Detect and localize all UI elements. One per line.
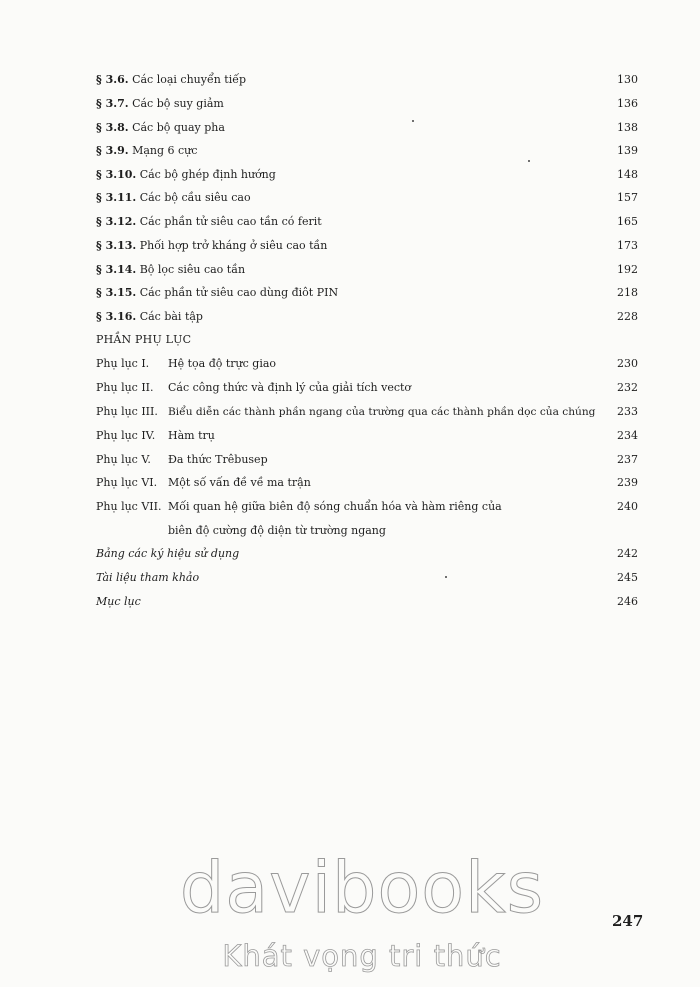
end-matter-row [96, 568, 638, 588]
end-matter-title: Bảng các ký hiệu sử dụng [96, 547, 240, 560]
scan-speck [528, 160, 530, 162]
toc-row [96, 165, 638, 185]
appendix-title: Mối quan hệ giữa biên độ sóng chuẩn hóa và hàm riêng của [168, 500, 502, 513]
toc-row [96, 141, 638, 161]
toc-title: Các bộ suy giảm [132, 97, 224, 110]
toc-number: § 3.10. [96, 168, 137, 181]
appendix-row [96, 450, 638, 470]
toc-row [96, 236, 638, 256]
watermark-brand: davibooks [179, 847, 545, 929]
page-number: 247 [612, 912, 644, 930]
toc-number: § 3.15. [96, 286, 137, 299]
end-matter-page: 246 [617, 595, 638, 608]
toc-title: Các bài tập [139, 310, 203, 323]
end-matter-title: Tài liệu tham khảo [96, 571, 200, 584]
appendix-title: Biểu diễn các thành phần ngang của trường qua các thành phần dọc của chúng [168, 406, 596, 418]
toc-row [96, 283, 638, 303]
toc-title: Các bộ quay pha [132, 121, 225, 134]
toc-number: § 3.9. [96, 144, 129, 157]
appendix-label: Phụ lục II. [96, 381, 154, 394]
appendix-row [96, 378, 638, 398]
toc-row [96, 118, 638, 138]
appendix-label: Phụ lục V. [96, 453, 151, 466]
end-matter-title: Mục lục [96, 595, 141, 608]
toc-number: § 3.13. [96, 239, 137, 252]
toc-number: § 3.7. [96, 97, 129, 110]
appendix-title: Các công thức và định lý của giải tích vectơ [168, 381, 412, 394]
appendix-label: Phụ lục IV. [96, 429, 156, 442]
watermark-tagline: Khát vọng tri thức [222, 939, 502, 973]
appendix-title: Một số vấn đề về ma trận [168, 476, 311, 489]
toc-title: Mạng 6 cực [132, 144, 198, 157]
toc-page: 148 [617, 168, 638, 181]
appendix-label: Phụ lục I. [96, 357, 150, 370]
toc-page: 157 [617, 191, 638, 204]
toc-title: Bộ lọc siêu cao tần [139, 263, 246, 276]
appendix-page: 240 [617, 500, 638, 513]
toc-page: 138 [617, 121, 638, 134]
toc-number: § 3.14. [96, 263, 137, 276]
appendix-label: Phụ lục VII. [96, 500, 162, 513]
toc-title: Phối hợp trở kháng ở siêu cao tần [139, 239, 328, 252]
appendix-label: Phụ lục III. [96, 405, 158, 418]
appendix-title-continuation: biên độ cường độ diện từ trường ngang [168, 524, 386, 537]
toc-page: 218 [617, 286, 638, 299]
appendix-title: Hàm trụ [168, 429, 215, 442]
toc-row [96, 260, 638, 280]
appendix-row [96, 402, 638, 422]
appendix-title: Hệ tọa độ trực giao [168, 357, 277, 370]
appendix-row [96, 354, 638, 374]
appendix-row [96, 426, 638, 446]
toc-number: § 3.11. [96, 191, 137, 204]
toc-number: § 3.6. [96, 73, 129, 86]
end-matter-row [96, 544, 638, 564]
appendix-page: 233 [617, 405, 638, 418]
toc-page: 130 [617, 73, 638, 86]
toc-row [96, 307, 638, 327]
toc-page: 228 [617, 310, 638, 323]
scan-speck [412, 120, 414, 122]
toc-title: Các bộ ghép định hướng [139, 168, 276, 181]
appendix-page: 230 [617, 357, 638, 370]
toc-title: Các bộ cầu siêu cao [139, 191, 251, 204]
end-matter-row [96, 592, 638, 612]
toc-row [96, 70, 638, 90]
appendix-page: 234 [617, 429, 638, 442]
toc-number: § 3.8. [96, 121, 129, 134]
appendix-row [96, 473, 638, 493]
toc-page: 139 [617, 144, 638, 157]
appendix-title: Đa thức Trêbusep [168, 453, 268, 466]
toc-number: § 3.16. [96, 310, 137, 323]
toc-title: Các phần tử siêu cao tần có ferit [139, 215, 322, 228]
end-matter-page: 242 [617, 547, 638, 560]
toc-page: 173 [617, 239, 638, 252]
toc-number: § 3.12. [96, 215, 137, 228]
toc-row [96, 188, 638, 208]
toc-title: Các phần tử siêu cao dùng điôt PIN [139, 286, 339, 299]
appendix-page: 239 [617, 476, 638, 489]
appendix-page: 232 [617, 381, 638, 394]
appendix-heading: PHẦN PHỤ LỤC [96, 333, 192, 346]
scan-speck [445, 576, 447, 578]
toc-page: 136 [617, 97, 638, 110]
toc-page: 165 [617, 215, 638, 228]
appendix-page: 237 [617, 453, 638, 466]
toc-row [96, 94, 638, 114]
appendix-row [96, 497, 638, 517]
appendix-label: Phụ lục VI. [96, 476, 158, 489]
end-matter-page: 245 [617, 571, 638, 584]
appendix-row-continuation [96, 521, 638, 541]
toc-row [96, 212, 638, 232]
toc-page: 192 [617, 263, 638, 276]
toc-title: Các loại chuyển tiếp [132, 73, 247, 86]
